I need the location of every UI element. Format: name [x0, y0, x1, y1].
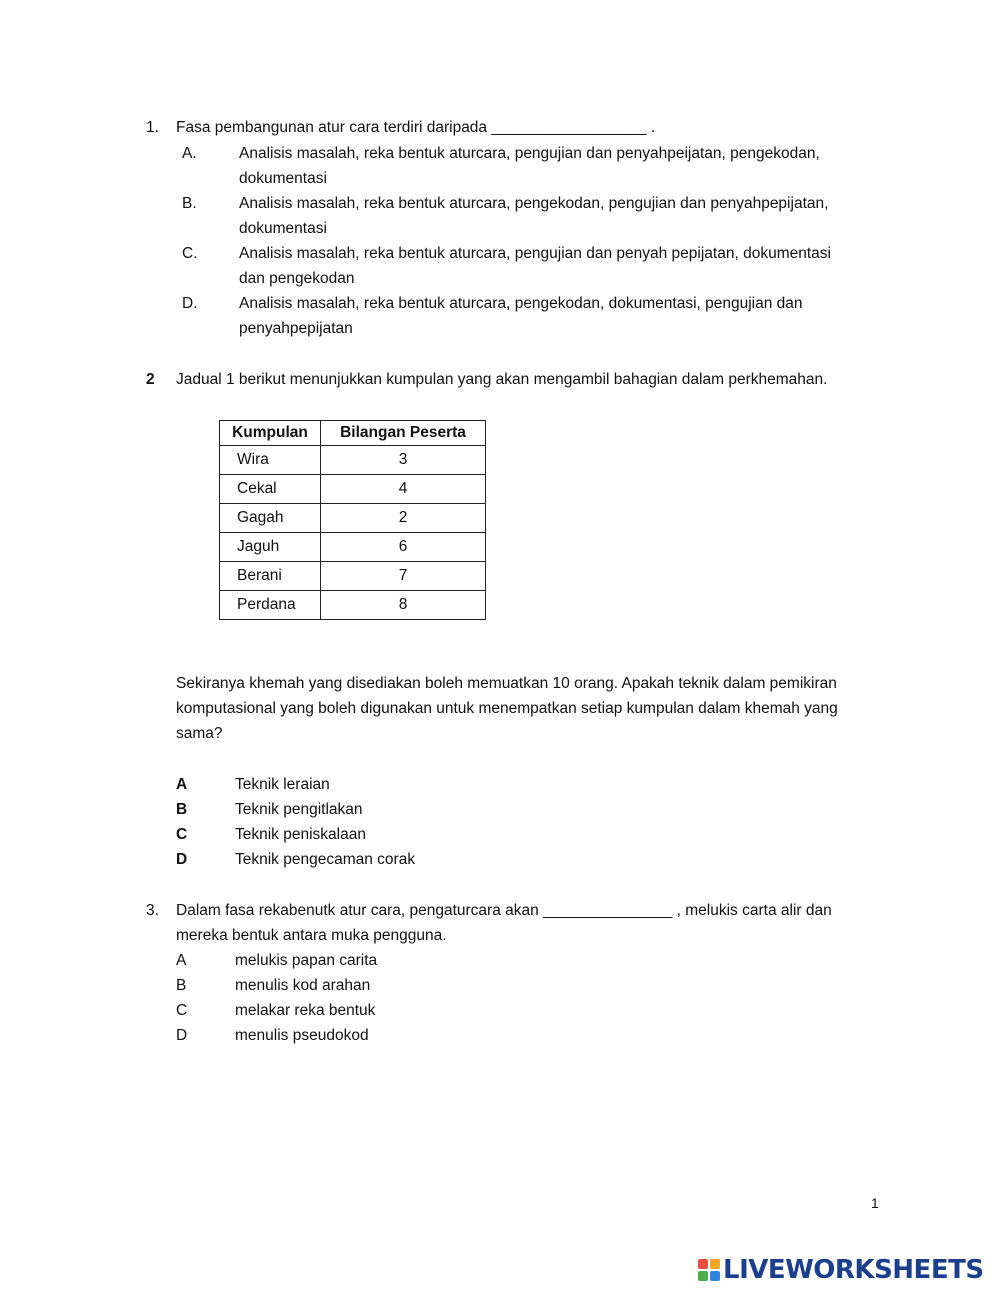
question-paragraph: Sekiranya khemah yang disediakan boleh memuatkan 10 orang. Apakah teknik dalam pemikiran [176, 675, 837, 692]
option-letter: A [176, 952, 187, 969]
question-number: 3. [146, 902, 159, 919]
table-row [220, 591, 486, 620]
option-text: melukis papan carita [235, 952, 378, 969]
option-text: Teknik leraian [235, 776, 330, 793]
table-header: Kumpulan [220, 421, 321, 446]
option-letter: A [176, 776, 188, 793]
logo-square [698, 1259, 708, 1269]
option-letter: D [176, 1027, 188, 1044]
table-cell: 2 [321, 504, 486, 533]
option-letter: C [176, 1002, 188, 1019]
table-cell: 6 [321, 533, 486, 562]
brand-logo [698, 1254, 984, 1286]
table-cell: 8 [321, 591, 486, 620]
option-letter: C [176, 826, 188, 843]
table-cell: 3 [321, 446, 486, 475]
option-text: penyahpepijatan [239, 320, 353, 337]
page-number: 1 [871, 1195, 879, 1211]
table-header: Bilangan Peserta [321, 421, 486, 446]
option-letter: D. [182, 295, 198, 312]
question-text: Dalam fasa rekabenutk atur cara, pengaturcara akan _______________ , melukis carta alir dan [176, 902, 832, 919]
table-cell: 4 [321, 475, 486, 504]
option-text: dokumentasi [239, 220, 327, 237]
logo-square [698, 1271, 708, 1281]
option-letter: B. [182, 195, 197, 212]
option-text: menulis pseudokod [235, 1027, 369, 1044]
option-text: melakar reka bentuk [235, 1002, 376, 1019]
table-cell: Perdana [220, 591, 321, 620]
table-cell: Berani [220, 562, 321, 591]
option-letter: B [176, 801, 188, 818]
question-number: 1. [146, 119, 159, 136]
question-paragraph: sama? [176, 725, 223, 742]
table-cell: Cekal [220, 475, 321, 504]
table-cell: Gagah [220, 504, 321, 533]
table-row [220, 475, 486, 504]
question-text: Jadual 1 berikut menunjukkan kumpulan yang akan mengambil bahagian dalam perkhemahan. [176, 371, 828, 388]
option-text: menulis kod arahan [235, 977, 371, 994]
question-paragraph: komputasional yang boleh digunakan untuk menempatkan setiap kumpulan dalam khemah yang [176, 700, 838, 717]
option-text: Teknik pengitlakan [235, 801, 363, 818]
brand-name: LIVEWORKSHEETS [723, 1255, 984, 1285]
option-text: Analisis masalah, reka bentuk aturcara, pengujian dan penyahpeijatan, pengekodan, [239, 145, 820, 162]
question-number: 2 [146, 371, 155, 388]
logo-square [710, 1259, 720, 1269]
liveworksheets-logo-icon [698, 1259, 720, 1281]
question-text: mereka bentuk antara muka pengguna. [176, 927, 447, 944]
option-text: Analisis masalah, reka bentuk aturcara, pengujian dan penyah pepijatan, dokumentasi [239, 245, 831, 262]
table-cell: 7 [321, 562, 486, 591]
option-letter: C. [182, 245, 198, 262]
question-text: Fasa pembangunan atur cara terdiri daripada __________________ . [176, 119, 656, 136]
option-text: dokumentasi [239, 170, 327, 187]
option-letter: A. [182, 145, 197, 162]
option-text: Analisis masalah, reka bentuk aturcara, pengekodan, dokumentasi, pengujian dan [239, 295, 803, 312]
option-text: Teknik peniskalaan [235, 826, 366, 843]
table-row [220, 533, 486, 562]
table-row [220, 446, 486, 475]
table-header-row [220, 421, 486, 446]
table-row [220, 562, 486, 591]
option-text: Analisis masalah, reka bentuk aturcara, pengekodan, pengujian dan penyahpepijatan, [239, 195, 829, 212]
option-text: dan pengekodan [239, 270, 355, 287]
table-row [220, 504, 486, 533]
table-cell: Jaguh [220, 533, 321, 562]
data-table [219, 420, 486, 620]
table-cell: Wira [220, 446, 321, 475]
option-text: Teknik pengecaman corak [235, 851, 416, 868]
option-letter: B [176, 977, 187, 994]
option-letter: D [176, 851, 188, 868]
logo-square [710, 1271, 720, 1281]
